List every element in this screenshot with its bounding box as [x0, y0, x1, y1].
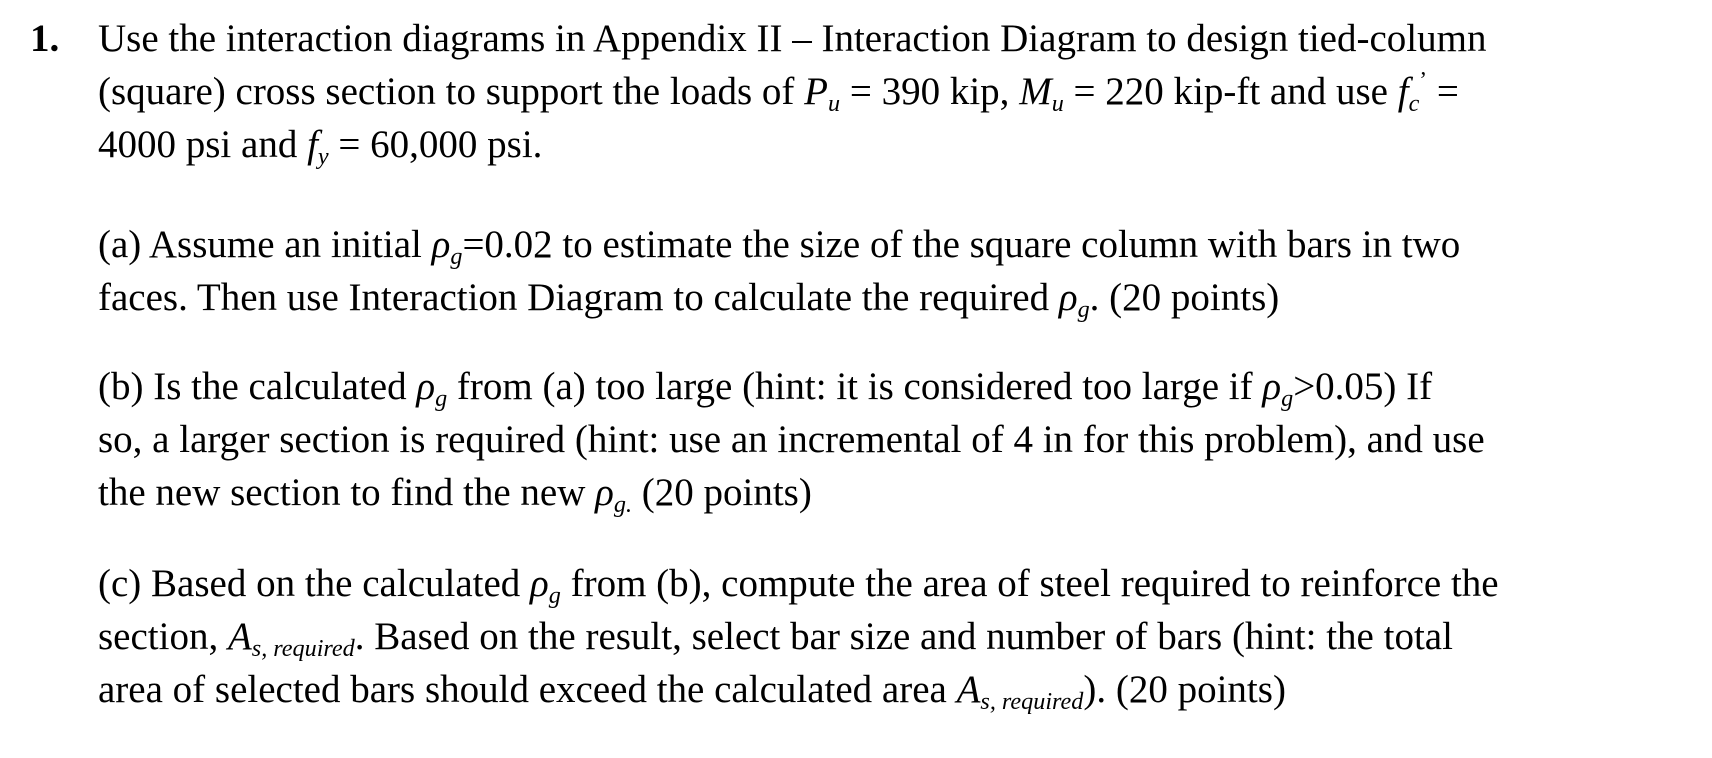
statement-text: (square) cross section to support the loads of: [98, 70, 805, 113]
rho-subscript: g: [435, 384, 448, 412]
fy-subscript: y: [317, 142, 329, 170]
part-b-text: so, a larger section is required (hint: use an incremental of 4 in for this problem), and use: [98, 418, 1485, 461]
part-c-text: area of selected bars should exceed the calculated area: [98, 668, 957, 711]
part-b-line-3: [98, 466, 1688, 519]
as-subscript: s, required: [251, 634, 355, 662]
rho-symbol: ρ: [416, 365, 436, 408]
statement-text: =: [1427, 70, 1459, 113]
part-c-text: (c) Based on the calculated: [98, 562, 531, 605]
part-c-text: section,: [98, 615, 228, 658]
part-a-text: (a) Assume an initial: [98, 223, 432, 266]
fc-prime: ’: [1419, 67, 1428, 94]
rho-subscript: g: [548, 581, 561, 609]
as-symbol: A: [956, 668, 981, 711]
part-b: [98, 360, 1688, 519]
rho-subscript: g.: [613, 490, 632, 518]
rho-symbol: ρ: [431, 223, 451, 266]
part-c-text: . Based on the result, select bar size and number of bars (hint: the total: [354, 615, 1453, 658]
part-c-text: from (b), compute the area of steel required to reinforce the: [560, 562, 1499, 605]
part-b-text: from (a) too large (hint: it is considered too large if: [447, 365, 1263, 408]
part-c-text: ). (20 points): [1083, 668, 1286, 711]
statement-line-2: [98, 65, 1688, 118]
part-a: [98, 218, 1688, 324]
part-a-line-2: [98, 271, 1688, 324]
part-a-text: . (20 points): [1089, 276, 1280, 319]
part-b-line-1: [98, 360, 1688, 413]
problem-number: 1.: [30, 17, 60, 60]
part-b-text: >0.05) If: [1293, 365, 1433, 408]
part-a-text: faces. Then use Interaction Diagram to calculate the required: [98, 276, 1059, 319]
statement-text: = 390 kip,: [840, 70, 1020, 113]
statement-text: = 220 kip-ft and use: [1063, 70, 1398, 113]
part-a-line-1: [98, 218, 1688, 271]
statement-text: = 60,000 psi.: [328, 123, 543, 166]
statement-text: 4000 psi and: [98, 123, 308, 166]
part-c: [98, 557, 1688, 716]
fy-symbol: f: [307, 123, 318, 166]
statement-line-3: [98, 118, 1688, 171]
statement-line-1: [98, 12, 1688, 65]
statement-text: Use the interaction diagrams in Appendix II – Interaction Diagram to design tied-column: [98, 17, 1487, 60]
as-symbol: A: [227, 615, 252, 658]
problem-statement: [98, 12, 1688, 171]
rho-symbol: ρ: [1058, 276, 1078, 319]
rho-subscript: g: [1281, 384, 1294, 412]
rho-subscript: g: [450, 242, 463, 270]
rho-subscript: g: [1077, 295, 1090, 323]
part-a-text: =0.02 to estimate the size of the square column with bars in two: [462, 223, 1461, 266]
mu-subscript: u: [1051, 89, 1064, 117]
as-subscript: s, required: [980, 687, 1084, 715]
rho-symbol: ρ: [1262, 365, 1282, 408]
part-c-line-1: [98, 557, 1688, 610]
part-b-text: (b) Is the calculated: [98, 365, 417, 408]
rho-symbol: ρ: [530, 562, 549, 605]
pu-symbol: P: [804, 70, 828, 113]
pu-subscript: u: [828, 89, 841, 117]
part-b-line-2: [98, 413, 1688, 466]
part-b-text: the new section to find the new: [98, 471, 596, 514]
part-c-line-2: [98, 610, 1688, 663]
part-b-text: (20 points): [632, 471, 812, 514]
part-c-line-3: [98, 663, 1688, 716]
fc-subscript: c: [1408, 89, 1420, 117]
mu-symbol: M: [1019, 70, 1052, 113]
rho-symbol: ρ: [595, 471, 614, 514]
fc-symbol: f: [1397, 70, 1409, 113]
